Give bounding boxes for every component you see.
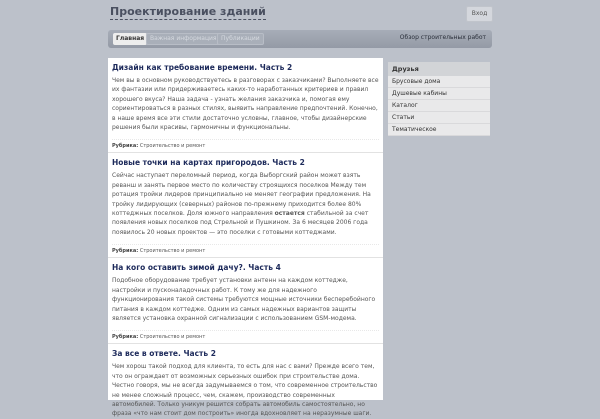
post [108,344,383,418]
category-link[interactable]: Строительство и ремонт [139,248,206,255]
login-button[interactable]: Вход [466,6,493,22]
sidebar-item-articles[interactable]: Статьи [388,112,490,124]
post-body: Чем вы в основном руководствуетесь в разговорах с заказчиками? Выполняете все их фантазии или придерживаетесь каких-то наработанных критериев и правил хорошего вкуса? Наша задача - узнать желания заказчика и, помогая ему сориентироваться в разных стилях, выявить направление предпочтений. Конечно, в наше время все эти стили достаточно условны, главное, чтобы дизайнерские решения были красивы, гармоничны и функциональны. [112,77,379,132]
post [108,258,383,344]
post-title-link[interactable]: За все в ответе. Часть 2 [112,349,216,359]
post-body-bold: остается [274,210,305,218]
category-link[interactable]: Строительство и ремонт [139,143,206,150]
category-label: Рубрика: [112,248,139,255]
category-link[interactable]: Строительство и ремонт [139,334,206,341]
post-title-link[interactable]: На кого оставить зимой дачу?. Часть 4 [112,263,281,273]
category-label: Рубрика: [112,143,139,150]
category-label: Рубрика: [112,334,139,341]
post-category [112,330,379,343]
post-title-link[interactable]: Новые точки на картах пригородов. Часть 2 [112,158,305,168]
post-category [112,139,379,152]
sidebar-item-timber-houses[interactable]: Брусовые дома [388,76,490,88]
post-title-link[interactable]: Дизайн как требование времени. Часть 2 [112,63,293,72]
site-title-link[interactable]: Проектирование зданий [110,5,266,18]
post-body [112,171,379,237]
sidebar-friends [388,62,490,136]
post-body: Чем хорош такой подход для клиента, то есть для нас с вами? Прежде всего тем, что он ограждает от возможных серьезных ошибок при строительстве дома. Честно говоря, мы не всегда задумываемся о том, что современное строительство не менее сложный процесс, чем, скажем, производство современных автомобилей. Только уникум решится собрать автомобиль самостоятельно, но фраза «что нам стоит дом построить» иногда вдохновляет на неразумные шаги. [112,363,378,418]
posts-list [108,58,383,418]
post-body: Подобное оборудование требует установки антенн на каждом коттедже, настройки и пусконаладочных работ. К тому же для надежного функционирования такой системы требуются мощные источники бесперебойного питания в каждом коттедже. Одним из самых надежных вариантов защиты является установка охранной сигнализации с использованием GSM-модема. [112,277,376,322]
sidebar-item-shower-cabins[interactable]: Душевые кабины [388,88,490,100]
post-category [112,244,379,257]
main-nav [108,30,492,48]
sidebar-heading: Друзья [388,62,490,76]
sidebar-item-catalog[interactable]: Каталог [388,100,490,112]
header [0,0,600,30]
tab-important-info[interactable]: Важная информация [146,33,221,45]
tab-home[interactable]: Главная [113,33,147,45]
post [108,153,383,258]
construction-review-link[interactable]: Обзор строительных работ [399,34,486,41]
post-body-text: стабильной за счет появления новых поселков под Стрельной и Пушкином. За 6 месяцев 2006 года появилось 20 новых проектов — это поселки с готовыми коттеджами. [112,210,369,236]
post-body-text: Сейчас наступает переломный период, когда Выборгский район может взять реванш и занять первое место по количеству строящихся поселков Между тем ротация тройки лидеров принципиально не меняет географии предложения. На тройку лидирующих (северных) районов по-прежнему приходится более 80% коттеджных поселков. Доля южного направления [112,172,371,218]
post [108,58,383,153]
sidebar-item-thematic[interactable]: Тематическое [388,124,490,136]
tab-publications[interactable]: Публикации [217,33,264,45]
